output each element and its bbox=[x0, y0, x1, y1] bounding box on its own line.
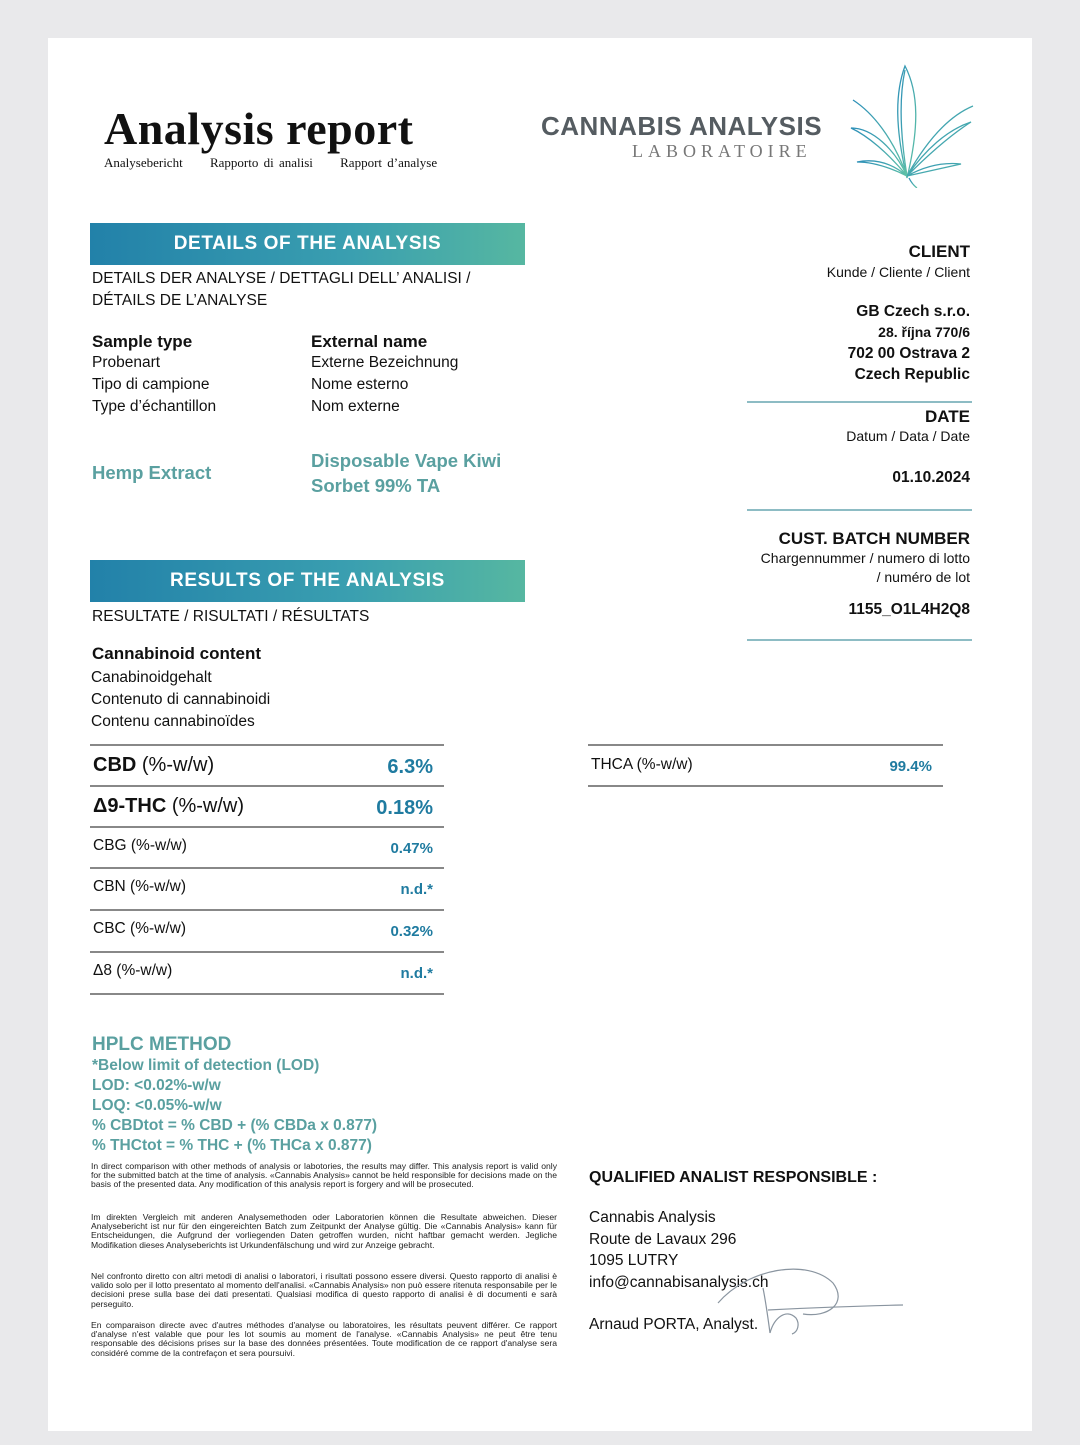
external-name-line: Nome esterno bbox=[311, 376, 409, 393]
row-value: 99.4% bbox=[889, 758, 932, 775]
external-name-value-line2: Sorbet 99% TA bbox=[311, 475, 441, 496]
cannabinoid-block bbox=[92, 644, 270, 733]
details-subtitle-line2: DÉTAILS DE L’ANALYSE bbox=[92, 292, 268, 309]
report-subtitle bbox=[104, 155, 459, 171]
method-block bbox=[92, 1033, 377, 1156]
sample-type-line: Probenart bbox=[92, 354, 161, 371]
method-line: *Below limit of detection (LOD) bbox=[92, 1057, 320, 1074]
disclaimer-en: In direct comparison with other methods of analysis or labotories, the results may differ. This analysis report is valid only for the submitted batch at the time of analysis. «Cannabis Analysis» cannot be held responsible for decisions made on the basis of the presented data. Any modification of this analysis report is forgery and will be prosecuted. bbox=[91, 1161, 557, 1190]
report-title: Analysis report bbox=[104, 103, 414, 154]
client-company: GB Czech s.r.o. bbox=[856, 303, 970, 320]
row-label: CBN (%-w/w) bbox=[93, 878, 186, 895]
row-label bbox=[93, 795, 244, 818]
results-subtitle: RESULTATE / RISULTATI / RÉSULTATS bbox=[92, 608, 370, 625]
batch-subtitle bbox=[761, 549, 970, 587]
date-heading: DATE bbox=[924, 407, 970, 426]
row-value: 0.47% bbox=[390, 840, 433, 857]
row-name: Δ9-THC bbox=[93, 795, 167, 817]
row-value: n.d.* bbox=[400, 881, 433, 898]
row-value: 0.18% bbox=[376, 797, 433, 819]
client-subtitle: Kunde / Cliente / Client bbox=[826, 264, 970, 280]
sample-type-line: Tipo di campione bbox=[92, 376, 210, 393]
method-line: LOQ: <0.05%-w/w bbox=[92, 1097, 222, 1114]
row-value: 0.32% bbox=[390, 923, 433, 940]
client-country: Czech Republic bbox=[854, 366, 970, 383]
subtitle-de: Analysebericht bbox=[104, 155, 183, 170]
row-value: n.d.* bbox=[400, 965, 433, 982]
cannabinoid-heading: Cannabinoid content bbox=[92, 644, 262, 663]
results-banner: RESULTS OF THE ANALYSIS bbox=[90, 560, 525, 602]
client-address bbox=[848, 301, 970, 385]
cannabis-leaf-logo-icon bbox=[843, 58, 983, 188]
responsible-city: 1095 LUTRY bbox=[589, 1252, 679, 1269]
details-subtitle-line1: DETAILS DER ANALYSE / DETTAGLI DELL’ ANALISI / bbox=[92, 270, 471, 287]
client-city: 702 00 Ostrava 2 bbox=[847, 345, 970, 362]
report-page bbox=[48, 38, 1032, 1431]
logo-subtitle: LABORATOIRE bbox=[632, 141, 812, 161]
row-label: CBC (%-w/w) bbox=[93, 920, 186, 937]
row-unit: (%-w/w) bbox=[166, 795, 245, 817]
row-label: Δ8 (%-w/w) bbox=[93, 962, 173, 979]
batch-subtitle-line1: Chargennummer / numero di lotto bbox=[760, 550, 970, 566]
table-row bbox=[90, 869, 444, 911]
sample-type-heading: Sample type bbox=[92, 332, 193, 351]
responsible-email: info@cannabisanalysis.ch bbox=[589, 1273, 769, 1291]
row-name: CBD bbox=[93, 754, 137, 776]
row-label: THCA (%-w/w) bbox=[591, 756, 693, 773]
logo-wordmark: CANNABIS ANALYSIS bbox=[541, 111, 823, 141]
table-row bbox=[90, 828, 444, 869]
signatory: Arnaud PORTA, Analyst. bbox=[589, 1316, 759, 1333]
date-subtitle: Datum / Data / Date bbox=[846, 428, 970, 444]
external-name-line: Externe Bezeichnung bbox=[311, 354, 459, 371]
table-row bbox=[90, 746, 444, 787]
external-name-heading: External name bbox=[311, 332, 428, 351]
disclaimer-de: Im direkten Vergleich mit anderen Analysemethoden oder Laboratorien können die Resultate abweichen. Dieser Analysebericht ist nur für den eingereichten Batch zum Zeitpunkt der Analyse gültig. Die «Cannabis Analysis» kann für Entscheidungen, die Aufgrund der vorliegenden Daten getroffen wurden, nicht haftbar gemacht werden. Jegliche Modifikation dieses Analyseberichts ist Urkundenfälschung und wird zur Anzeige gebracht. bbox=[91, 1212, 557, 1250]
method-line: % CBDtot = % CBD + (% CBDa x 0.877) bbox=[92, 1117, 378, 1134]
external-name-value-line1: Disposable Vape Kiwi bbox=[311, 450, 502, 471]
batch-value: 1155_O1L4H2Q8 bbox=[848, 601, 970, 618]
divider bbox=[747, 639, 972, 641]
row-value: 6.3% bbox=[387, 756, 433, 778]
cannabinoid-line: Canabinoidgehalt bbox=[91, 669, 212, 686]
external-name-block bbox=[311, 332, 458, 418]
cannabinoid-line: Contenu cannabinoïdes bbox=[91, 713, 255, 730]
method-line: LOD: <0.02%-w/w bbox=[92, 1077, 221, 1094]
cannabinoid-line: Contenuto di cannabinoidi bbox=[91, 691, 271, 708]
method-heading: HPLC METHOD bbox=[92, 1034, 232, 1055]
sample-type-block bbox=[92, 332, 216, 418]
divider bbox=[747, 401, 972, 403]
table-row bbox=[90, 787, 444, 828]
sample-type-value: Hemp Extract bbox=[92, 462, 212, 483]
subtitle-fr: Rapport d’analyse bbox=[340, 155, 438, 170]
table-row bbox=[90, 911, 444, 953]
details-subtitle bbox=[92, 268, 470, 312]
row-label bbox=[93, 754, 214, 777]
external-name-line: Nom externe bbox=[311, 398, 400, 415]
row-label: CBG (%-w/w) bbox=[93, 837, 187, 854]
sample-type-line: Type d’échantillon bbox=[92, 398, 217, 415]
details-banner: DETAILS OF THE ANALYSIS bbox=[90, 223, 525, 265]
date-value: 01.10.2024 bbox=[892, 469, 970, 486]
batch-subtitle-line2: / numéro de lot bbox=[876, 569, 970, 585]
batch-heading: CUST. BATCH NUMBER bbox=[778, 529, 970, 548]
row-unit: (%-w/w) bbox=[136, 754, 215, 776]
responsible-heading: QUALIFIED ANALIST RESPONSIBLE : bbox=[589, 1169, 878, 1186]
responsible-company: Cannabis Analysis bbox=[589, 1209, 716, 1226]
table-row bbox=[90, 953, 444, 995]
subtitle-it: Rapporto di analisi bbox=[209, 155, 313, 170]
table-row-thca bbox=[588, 746, 943, 787]
disclaimer-fr: En comparaison directe avec d'autres méthodes d'analyse ou laboratoires, les résultats peuvent différer. Ce rapport d'analyse n'est valable que pour les lot soumis au moment de l'analyse. «Cannabis Analysis» ne peut être tenu responsable des décisions prises sur la base des données présentées. Toute modification de ce rapport d'analyse sera considéré comme de la contrefaçon et sera poursuivi. bbox=[91, 1320, 557, 1358]
method-line: % THCtot = % THC + (% THCa x 0.877) bbox=[92, 1137, 372, 1154]
external-name-value bbox=[311, 448, 501, 498]
client-street: 28. října 770/6 bbox=[878, 324, 970, 340]
client-heading: CLIENT bbox=[908, 242, 970, 261]
responsible-street: Route de Lavaux 296 bbox=[589, 1230, 737, 1248]
disclaimer-it: Nel confronto diretto con altri metodi di analisi o laboratori, i risultati possono essere diversi. Questo rapporto di analisi è valido solo per il lotto presentato al momento dell'analisi. «Cannabis Analysis» non può essere ritenuta responsabile per le decisioni prese sulla base dei dati presentati. Qualsiasi modifica di questo rapporto di analisi è di documenti e sarà perseguito. bbox=[91, 1271, 557, 1309]
divider bbox=[747, 509, 972, 511]
